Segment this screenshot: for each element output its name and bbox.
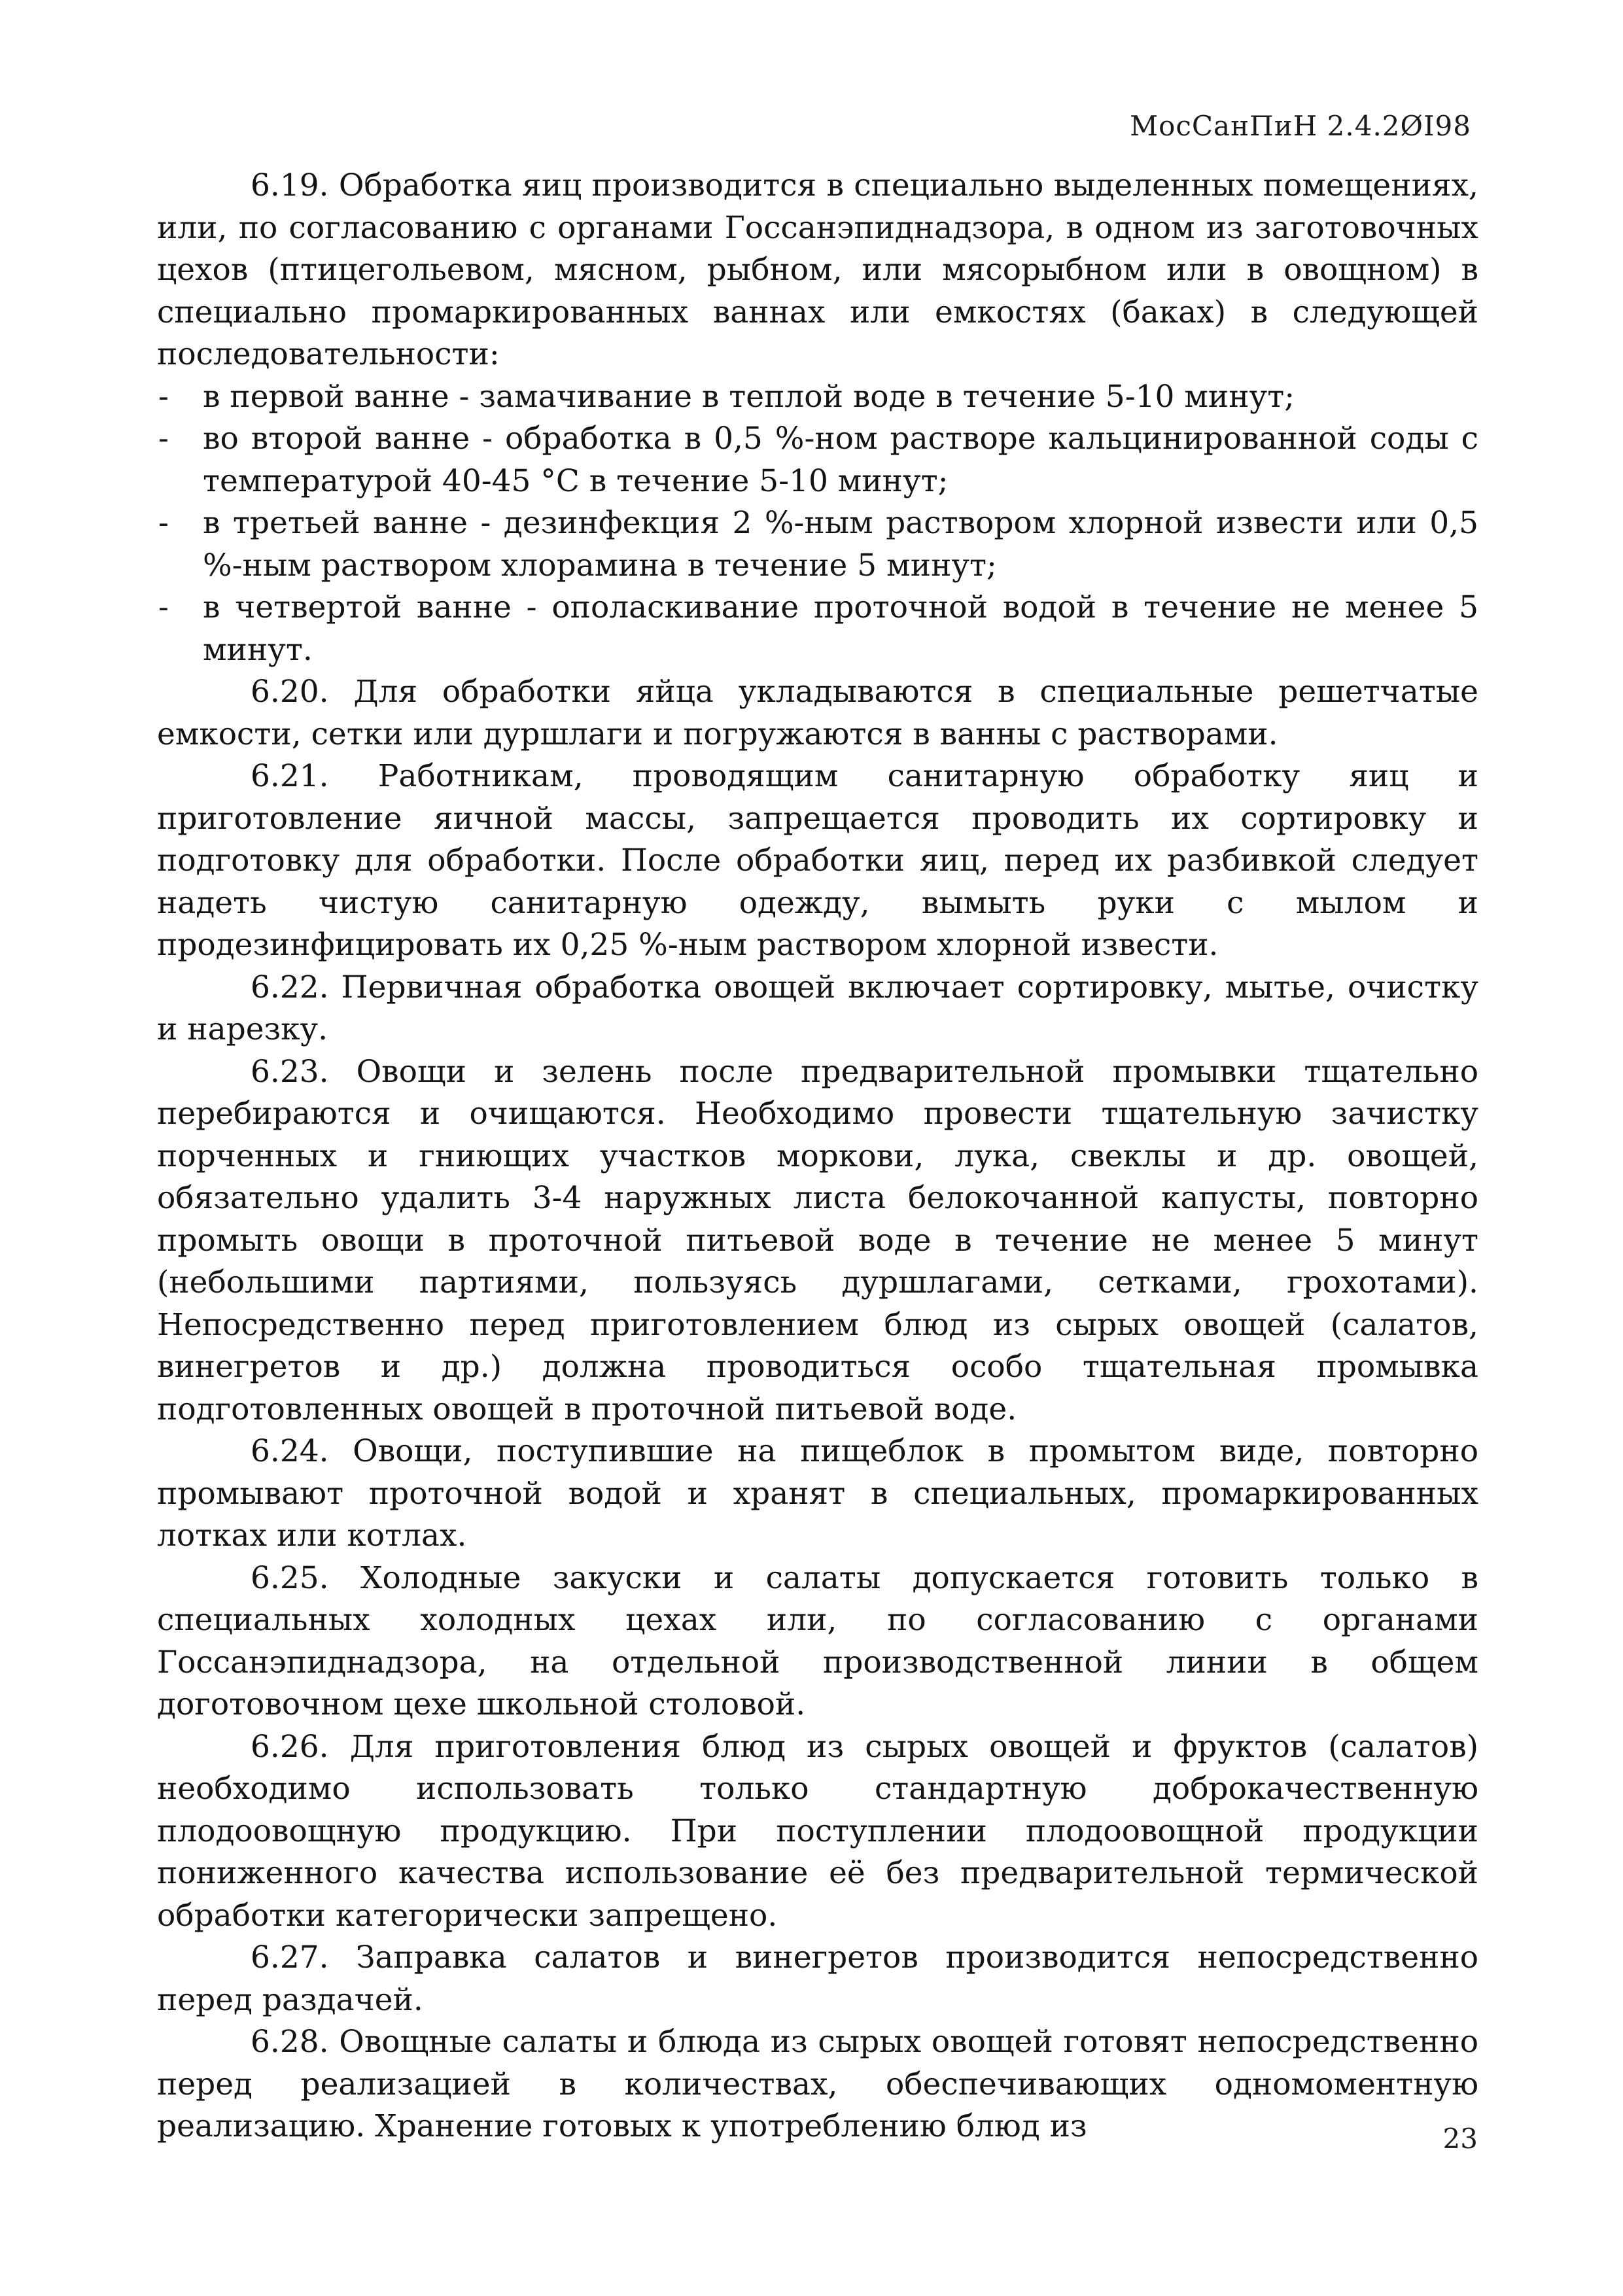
paragraph-6-28: 6.28. Овощные салаты и блюда из сырых овощей готовят непосредственно перед реализацией в количествах, обеспечивающих одномоментную реализацию. Хранение готовых к употреблению блюд из: [157, 2024, 1478, 2144]
paragraph-6-23: 6.23. Овощи и зелень после предварительной промывки тщательно перебираются и очищаются. Необходимо провести тщательную зачистку порченных и гниющих участков моркови, лука, свеклы и др. овощей, обязательно удалить 3-4 наружных листа белокочанной капусты, повторно промыть овощи в проточной питьевой воде в течение не менее 5 минут (небольшими партиями, пользуясь дуршлагами, сетками, грохотами). Непосредственно перед приготовлением блюд из сырых овощей (салатов, винегретов и др.) должна проводиться особо тщательная промывка подготовленных овощей в проточной питьевой воде.: [157, 1053, 1478, 1427]
page-number: 23: [1442, 2123, 1478, 2155]
document-code-header: МосСанПиН 2.4.2ØI98: [1130, 110, 1471, 142]
list-item: - в четвертой ванне - ополаскивание проточной водой в течение не менее 5 минут.: [157, 587, 1478, 671]
paragraph-6-20: 6.20. Для обработки яйца укладываются в специальные решетчатые емкости, сетки или дуршлаги и погружаются в ванны с растворами.: [157, 674, 1478, 752]
paragraph-6-26: 6.26. Для приготовления блюд из сырых овощей и фруктов (салатов) необходимо использовать только стандартную доброкачественную плодоовощную продукцию. При поступлении плодоовощной продукции пониженного качества использование её без предварительной термической обработки категорически запрещено.: [157, 1728, 1478, 1934]
paragraph-6-21: 6.21. Работникам, проводящим санитарную обработку яиц и приготовление яичной массы, запрещается проводить их сортировку и подготовку для обработки. После обработки яиц, перед их разбивкой следует надеть чистую санитарную одежду, вымыть руки с мылом и продезинфицировать их 0,25 %-ным раствором хлорной извести.: [157, 758, 1478, 963]
egg-processing-steps-list: [157, 376, 1478, 672]
list-item: - во второй ванне - обработка в 0,5 %-ном растворе кальцинированной соды с температурой 40-45 °С в течение 5-10 минут;: [157, 418, 1478, 502]
list-item: - в третьей ванне - дезинфекция 2 %-ным раствором хлорной извести или 0,5 %-ным раствором хлорамина в течение 5 минут;: [157, 502, 1478, 587]
paragraph-6-27: 6.27. Заправка салатов и винегретов производится непосредственно перед раздачей.: [157, 1939, 1478, 2018]
paragraph-6-22: 6.22. Первичная обработка овощей включает сортировку, мытье, очистку и нарезку.: [157, 969, 1478, 1047]
paragraph-6-25: 6.25. Холодные закуски и салаты допускается готовить только в специальных холодных цехах или, по согласованию с органами Госсанэпиднадзора, на отдельной производственной линии в общем доготовочном цехе школьной столовой.: [157, 1559, 1478, 1722]
document-body: [157, 165, 1478, 2148]
paragraph-6-24: 6.24. Овощи, поступившие на пищеблок в промытом виде, повторно промывают проточной водой и хранят в специальных, промаркированных лотках или котлах.: [157, 1433, 1478, 1554]
paragraph-6-19: 6.19. Обработка яиц производится в специально выделенных помещениях, или, по согласованию с органами Госсанэпиднадзора, в одном из заготовочных цехов (птицегольевом, мясном, рыбном, или мясорыбном или в овощном) в специально промаркированных ваннах или емкостях (баках) в следующей последовательности:: [157, 167, 1478, 372]
list-item: - в первой ванне - замачивание в теплой воде в течение 5-10 минут;: [157, 376, 1478, 419]
